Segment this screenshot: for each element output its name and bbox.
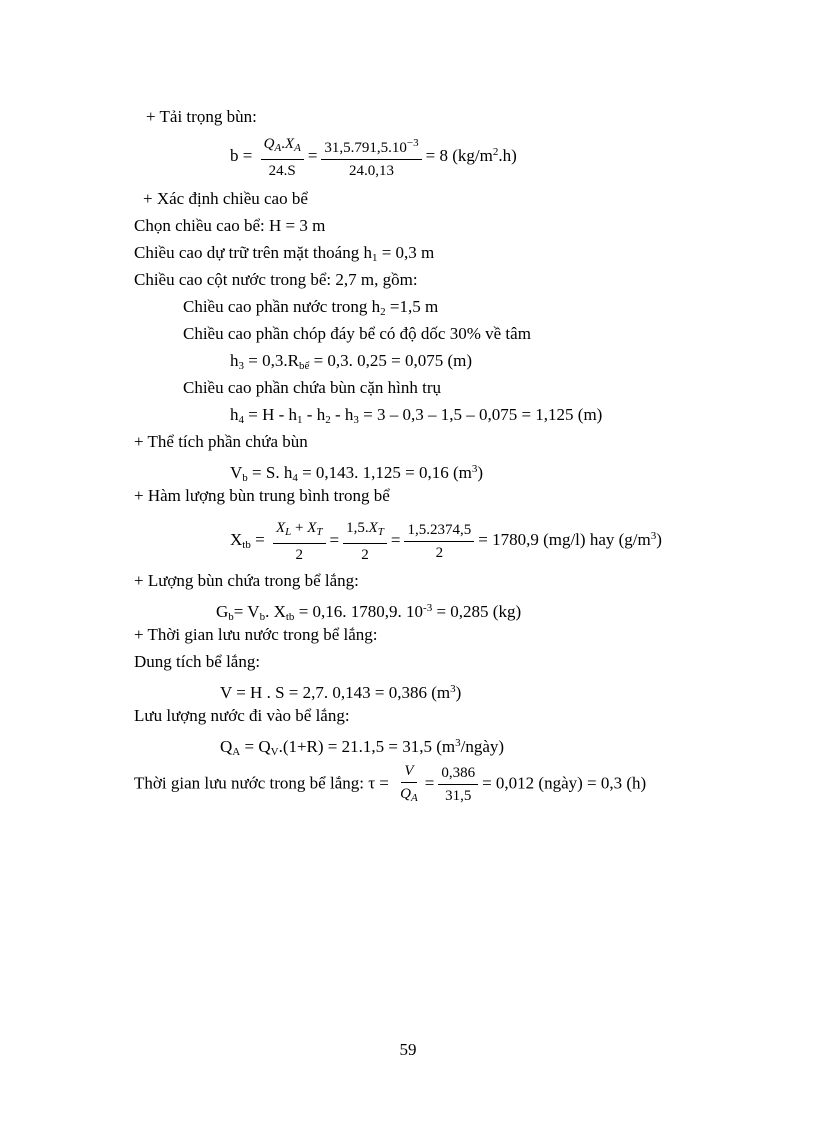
- heading-ham-luong: + Hàm lượng bùn trung bình trong bể: [134, 486, 390, 505]
- formula-xtb: $X_{tb}$ = $\frac{X_L + X_T}{2}$ = $\frac{1,5.X_T}{2}$ = $\frac{1,5.2374,5}{2}$ = 1780,9 (mg/l) hay $(g/m^3)$: [230, 520, 662, 563]
- fraction: [404, 521, 474, 562]
- denominator: 24.S: [268, 162, 296, 179]
- numerator: 0,386: [438, 764, 478, 785]
- text-chon-chieu-cao: Chọn chiều cao bể: H = 3 m: [134, 216, 326, 235]
- denominator: 2: [361, 547, 369, 563]
- page-number: 59: [399, 1040, 417, 1059]
- fraction: [261, 135, 304, 180]
- formula-gb: $G_b= V_b$. $X_{tb} = 0,16$. 1780,9. $10^{-3} = 0,285$ (kg): [216, 602, 522, 623]
- fraction: [321, 134, 421, 180]
- fraction: [273, 519, 326, 564]
- heading-the-tich: + Thể tích phần chứa bùn: [134, 432, 308, 451]
- numerator: 1,5.2374,5: [404, 521, 474, 542]
- text-du-tru: Chiều cao dự trữ trên mặt thoáng $h_1 = 0,3$ m: [134, 243, 435, 264]
- formula-tau-label: Thời gian lưu nước trong bể lắng: τ =: [134, 773, 389, 793]
- formula-b: b = $\frac{Q_A.X_A}{24.S}$ = $\frac{31,5.791,5.10^{-3}}{24.0,13}$ = 8 $(kg/m^2.h)$: [230, 135, 517, 179]
- numerator: V: [401, 762, 416, 783]
- fraction: [438, 764, 478, 805]
- text-dung-tich: Dung tích bể lắng:: [134, 652, 261, 671]
- heading-luong-bun: + Lượng bùn chứa trong bể lắng:: [134, 571, 359, 590]
- formula-tau-result: = 0,012 (ngày) = 0,3 (h): [482, 773, 647, 793]
- formula-xtb-result: = 1780,9 (mg/l) hay $(g/m^3)$: [478, 530, 662, 550]
- denominator: 31,5: [445, 788, 472, 804]
- denominator: 2: [295, 547, 303, 563]
- formula-xtb-label: $X_{tb}$ =: [230, 530, 265, 552]
- fraction: [343, 519, 387, 564]
- numerator: $Q_A.X_A$: [261, 135, 304, 160]
- formula-qa: $Q_A = Q_V.(1+R) = 21.1,5 = 31,5$ $(m^3/ngày)$: [220, 737, 505, 758]
- numerator: $X_L + X_T$: [273, 519, 326, 544]
- text-cot-nuoc: Chiều cao cột nước trong bể: 2,7 m, gồm:: [134, 270, 418, 289]
- heading-tai-trong-bun: + Tải trọng bùn:: [146, 107, 257, 126]
- numerator: $31,5.791,5.10^{-3}$: [321, 134, 421, 160]
- formula-b-result: = 8 $(kg/m^2.h)$: [425, 145, 517, 165]
- formula-h3: $h_3 = 0,3.R_{bể} = 0,3$. 0,25 = 0,075 (m): [230, 351, 473, 372]
- denominator: 2: [435, 545, 444, 561]
- text-chop-day: Chiều cao phần chóp đáy bể có độ dốc 30% về tâm: [183, 324, 531, 343]
- formula-v: V = H . S = 2,7. 0,143 = 0,386 $(m^3)$: [220, 683, 462, 702]
- denominator: 24.0,13: [349, 163, 395, 179]
- fraction: [397, 762, 421, 807]
- formula-h4: $h_4 = H - h_1 - h_2 - h_3 = 3 - 0,3 - 1,5 - 0,075 = 1,125$ (m): [230, 405, 603, 426]
- formula-vb: $V_b = S$. $h_4 = 0,143$. 1,125 = 0,16 $(m^3)$: [230, 463, 484, 484]
- formula-b-label: b =: [230, 145, 253, 165]
- text-phan-nuoc: Chiều cao phần nước trong $h_2 =1,5$ m: [183, 297, 439, 318]
- text-luu-luong: Lưu lượng nước đi vào bể lắng:: [134, 706, 350, 725]
- formula-tau: Thời gian lưu nước trong bể lắng: τ = $\frac{V}{Q_A}$ = $\frac{0,386}{31,5}$ = 0,012 (ngày) = 0,3 (h): [134, 762, 646, 807]
- heading-xac-dinh: + Xác định chiều cao bể: [143, 189, 308, 208]
- text-chua-bun: Chiều cao phần chứa bùn cặn hình trụ: [183, 378, 441, 397]
- denominator: $Q_A$: [400, 786, 418, 804]
- heading-thoi-gian-luu: + Thời gian lưu nước trong bể lắng:: [134, 625, 378, 644]
- numerator: $1,5.X_T$: [343, 519, 387, 544]
